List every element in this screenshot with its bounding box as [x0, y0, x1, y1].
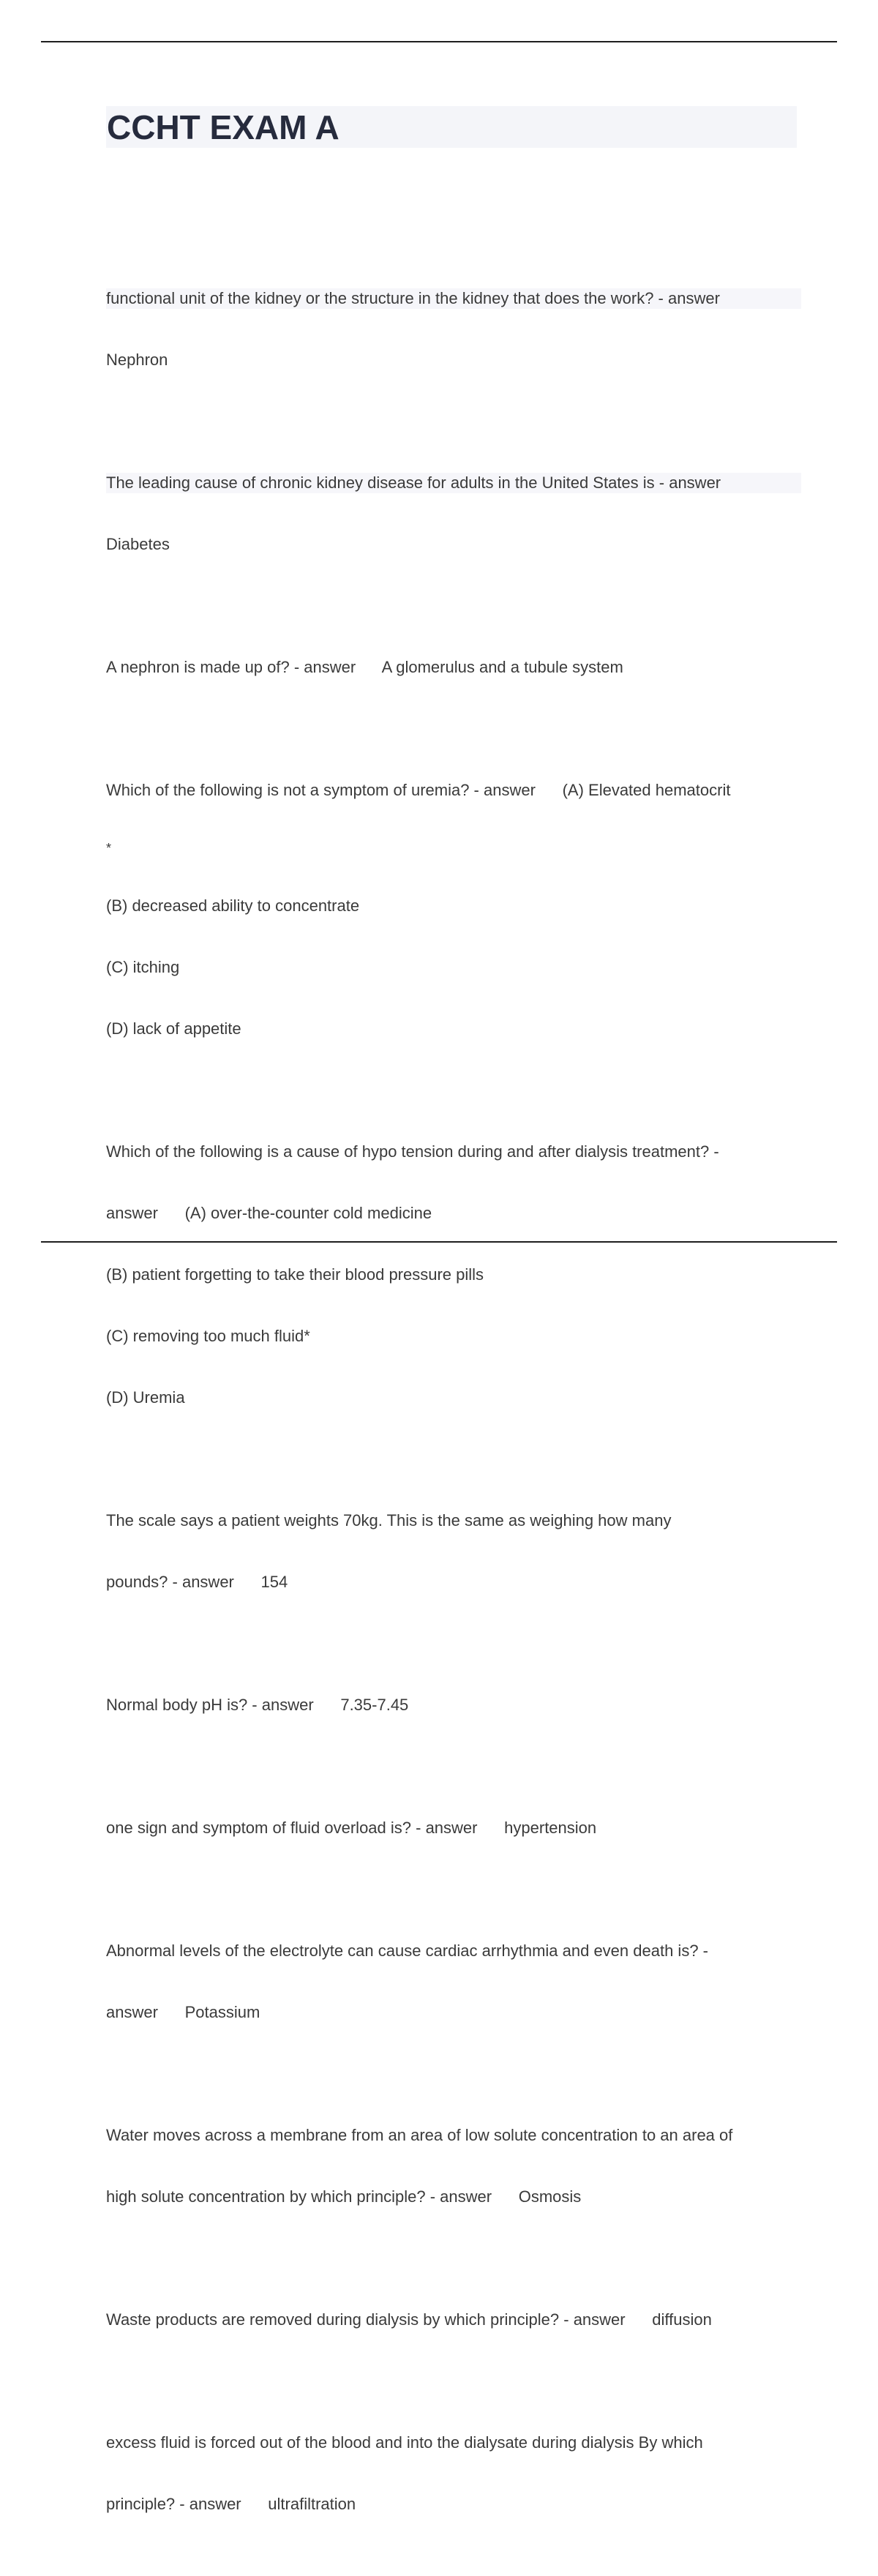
qa-line: Normal body pH is? - answer 7.35-7.45 — [106, 1696, 409, 1714]
qa-line: one sign and symptom of fluid overload is? - answer hypertension — [106, 1819, 597, 1837]
qa-line: (B) patient forgetting to take their blood pressure pills — [106, 1265, 484, 1284]
qa-line: functional unit of the kidney or the structure in the kidney that does the work? - answer — [106, 288, 801, 309]
page-title: CCHT EXAM A — [107, 108, 339, 146]
qa-line: The scale says a patient weights 70kg. This is the same as weighing how many — [106, 1511, 672, 1530]
qa-line: (C) itching — [106, 958, 180, 976]
qa-item — [106, 1101, 801, 1449]
qa-item — [106, 247, 801, 411]
qa-line: Diabetes — [106, 535, 170, 553]
qa-item — [106, 2084, 801, 2248]
qa-line: Which of the following is a cause of hypo tension during and after dialysis treatment? - — [106, 1142, 719, 1161]
qa-item — [106, 616, 801, 719]
qa-item — [106, 1900, 801, 2064]
qa-line: A nephron is made up of? - answer A glomerulus and a tubule system — [106, 658, 623, 676]
qa-line: Nephron — [106, 351, 168, 369]
qa-line: principle? - answer ultrafiltration — [106, 2495, 356, 2513]
qa-line: * — [106, 841, 112, 855]
qa-line: excess fluid is forced out of the blood and into the dialysate during dialysis By which — [106, 2433, 703, 2452]
qa-line: pounds? - answer 154 — [106, 1573, 288, 1591]
qa-line: The leading cause of chronic kidney disease for adults in the United States is - answer — [106, 473, 801, 493]
qa-line: Abnormal levels of the electrolyte can cause cardiac arrhythmia and even death is? - — [106, 1942, 708, 1960]
qa-item — [106, 1654, 801, 1756]
qa-list — [106, 247, 801, 2576]
qa-line: answer (A) over-the-counter cold medicine — [106, 1204, 432, 1222]
qa-line: answer Potassium — [106, 2003, 260, 2021]
qa-item — [106, 1777, 801, 1879]
qa-item — [106, 739, 801, 1080]
qa-line: Waste products are removed during dialysis by which principle? - answer diffusion — [106, 2310, 712, 2329]
qa-line: high solute concentration by which principle? - answer Osmosis — [106, 2187, 582, 2206]
top-rule — [41, 41, 837, 42]
bottom-rule — [41, 1241, 837, 1243]
qa-line: (B) decreased ability to concentrate — [106, 896, 360, 915]
qa-item — [106, 432, 801, 596]
qa-line: (D) Uremia — [106, 1388, 185, 1407]
qa-line: (D) lack of appetite — [106, 1019, 241, 1038]
qa-line: (C) removing too much fluid* — [106, 1327, 310, 1345]
qa-item — [106, 2269, 801, 2371]
qa-item — [106, 1469, 801, 1633]
qa-line: Which of the following is not a symptom of uremia? - answer (A) Elevated hematocrit — [106, 781, 731, 799]
qa-item — [106, 2392, 801, 2556]
qa-line: Water moves across a membrane from an area of low solute concentration to an area of — [106, 2126, 733, 2144]
